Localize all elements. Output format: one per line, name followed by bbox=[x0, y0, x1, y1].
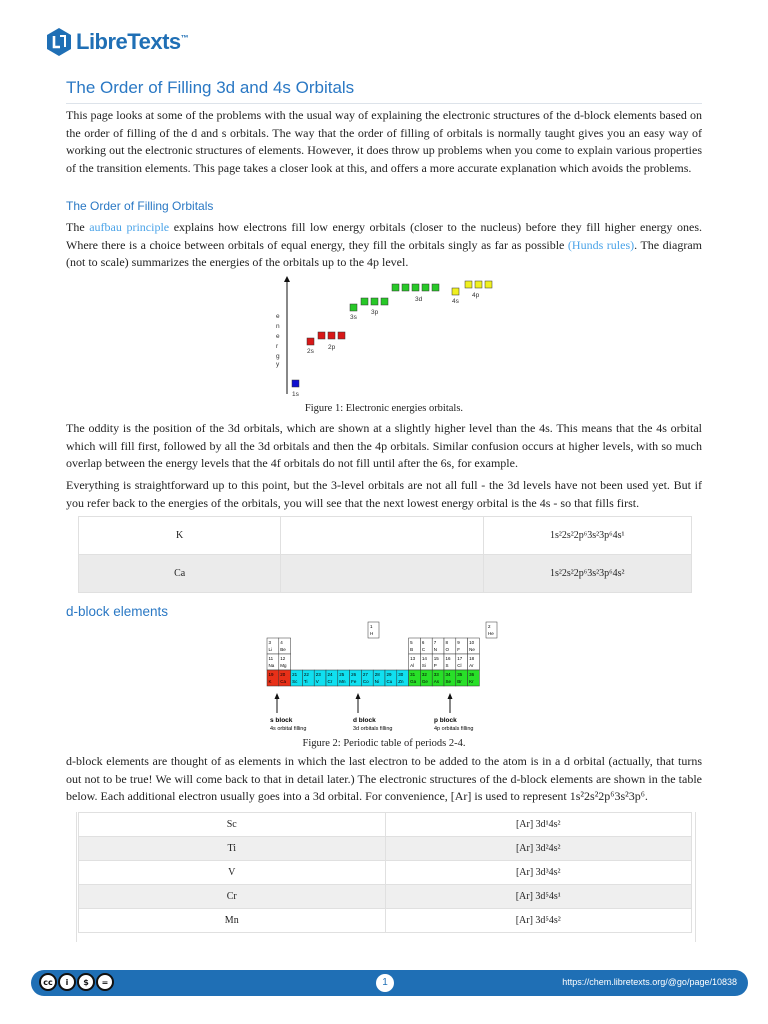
config-cell: 1s²2s²2p⁶3s²3p⁶4s² bbox=[483, 555, 691, 593]
element-symbol: Be bbox=[280, 647, 286, 652]
element-symbol: Sc bbox=[292, 679, 298, 684]
element-number: 15 bbox=[433, 656, 439, 661]
table-row bbox=[79, 517, 692, 555]
element-symbol: Ga bbox=[410, 679, 417, 684]
orbital-3d bbox=[422, 284, 429, 291]
element-number: 26 bbox=[351, 672, 357, 677]
config-cell: [Ar] 3d²4s² bbox=[385, 837, 692, 861]
element-cell: Sc bbox=[79, 813, 386, 837]
orbital-label-4s: 4s bbox=[452, 298, 459, 305]
element-number: 14 bbox=[421, 656, 427, 661]
site-logo[interactable] bbox=[46, 27, 188, 57]
orbital-3p bbox=[361, 298, 368, 305]
p-block-title: p block bbox=[434, 717, 457, 724]
orbital-label-3s: 3s bbox=[350, 314, 357, 321]
element-symbol: Mg bbox=[280, 663, 287, 668]
axis-letter: g bbox=[276, 353, 280, 360]
element-number: 22 bbox=[303, 672, 309, 677]
element-number: 4 bbox=[280, 640, 283, 645]
element-symbol: Li bbox=[268, 647, 273, 652]
orbital-energy-diagram bbox=[270, 276, 500, 400]
element-number: 6 bbox=[421, 640, 425, 645]
element-number: 24 bbox=[327, 672, 333, 677]
orbital-2p bbox=[338, 332, 345, 339]
libretexts-logo-icon bbox=[46, 27, 72, 57]
empty-cell bbox=[281, 555, 483, 593]
config-cell: [Ar] 3d⁵4s² bbox=[385, 909, 692, 933]
p-block-arrow-icon bbox=[448, 693, 453, 699]
orbital-label-1s: 1s bbox=[292, 391, 299, 398]
straightforward-paragraph: Everything is straightforward up to this point, but the 3-level orbitals are not all full - the 3d levels have not been used yet. But if you refer back to the energies of the orbitals, you will see that the next lowest energy orbital is the 4s - so that fills first. bbox=[66, 478, 702, 510]
orbital-3d bbox=[402, 284, 409, 291]
element-symbol: H bbox=[370, 631, 374, 636]
element-number: 28 bbox=[374, 672, 380, 677]
p-block-subtitle: 4p orbitals filling bbox=[434, 726, 474, 732]
element-number: 10 bbox=[469, 640, 475, 645]
element-number: 19 bbox=[268, 672, 274, 677]
element-number: 13 bbox=[410, 656, 416, 661]
orbital-4p bbox=[475, 281, 482, 288]
element-symbol: Ar bbox=[469, 663, 474, 668]
d-block-arrow-icon bbox=[356, 693, 361, 699]
element-cell: Mn bbox=[79, 909, 386, 933]
element-number: 36 bbox=[469, 672, 475, 677]
table-row bbox=[79, 555, 692, 593]
element-cell: K bbox=[79, 517, 281, 555]
page-url-link[interactable]: https://chem.libretexts.org/@go/page/10838 bbox=[562, 977, 737, 987]
element-number: 35 bbox=[457, 672, 463, 677]
element-number: 8 bbox=[445, 640, 449, 645]
orbital-3d bbox=[412, 284, 419, 291]
element-symbol: Cr bbox=[327, 679, 333, 684]
section-heading-order-of-filling: The Order of Filling Orbitals bbox=[66, 199, 214, 213]
orbital-3p bbox=[381, 298, 388, 305]
element-symbol: Si bbox=[421, 663, 426, 668]
element-symbol: K bbox=[268, 679, 272, 684]
element-number: 23 bbox=[315, 672, 321, 677]
orbital-4p bbox=[465, 281, 472, 288]
element-number: 17 bbox=[457, 656, 463, 661]
d-block-title: d block bbox=[353, 717, 376, 724]
element-symbol: B bbox=[410, 647, 414, 652]
by-attribution-icon: i bbox=[58, 973, 76, 991]
element-number: 21 bbox=[292, 672, 298, 677]
element-symbol: Fe bbox=[351, 679, 357, 684]
element-symbol: Ne bbox=[469, 647, 475, 652]
figure2-caption: Figure 2: Periodic table of periods 2-4. bbox=[302, 738, 466, 749]
element-symbol: S bbox=[445, 663, 449, 668]
orbital-3d bbox=[432, 284, 439, 291]
orbital-3s bbox=[350, 304, 357, 311]
element-number: 1 bbox=[370, 624, 373, 629]
element-symbol: Ge bbox=[421, 679, 428, 684]
axis-letter: y bbox=[276, 361, 280, 368]
cc-icon: cc bbox=[39, 973, 57, 991]
element-symbol: Kr bbox=[469, 679, 474, 684]
element-symbol: Mn bbox=[339, 679, 346, 684]
cc-license-badge[interactable] bbox=[39, 973, 114, 991]
element-symbol: He bbox=[488, 631, 494, 636]
table-row bbox=[79, 909, 692, 933]
config-cell: 1s²2s²2p⁶3s²3p⁶4s¹ bbox=[483, 517, 691, 555]
figure1-caption: Figure 1: Electronic energies orbitals. bbox=[304, 403, 464, 414]
hunds-rules-link[interactable]: (Hunds rules) bbox=[567, 237, 635, 252]
element-number: 25 bbox=[339, 672, 345, 677]
element-symbol: Co bbox=[362, 679, 369, 684]
element-symbol: Ti bbox=[303, 679, 308, 684]
element-number: 30 bbox=[398, 672, 404, 677]
element-symbol: F bbox=[457, 647, 461, 652]
orbital-label-3d: 3d bbox=[415, 296, 423, 303]
element-symbol: Al bbox=[410, 663, 415, 668]
element-symbol: P bbox=[433, 663, 437, 668]
element-number: 31 bbox=[410, 672, 416, 677]
s-block-title: s block bbox=[270, 717, 293, 724]
oddity-paragraph: The oddity is the position of the 3d orbitals, which are shown at a slightly higher level than the 4s. This means that the 4s orbital which will fill first, followed by all the 3d orbitals and then the 4p orbitals. Similar confusion occurs at higher levels, with so much overlap between the energy levels that the 4f orbitals do not fill until after the 6s, for example. bbox=[66, 421, 702, 470]
axis-letter: e bbox=[276, 333, 280, 340]
element-number: 34 bbox=[445, 672, 451, 677]
axis-letter: r bbox=[276, 343, 279, 350]
k-ca-config-table bbox=[78, 516, 692, 593]
config-cell: [Ar] 3d³4s² bbox=[385, 861, 692, 885]
element-number: 11 bbox=[268, 656, 274, 661]
element-symbol: N bbox=[433, 647, 437, 652]
orbital-2p bbox=[328, 332, 335, 339]
empty-cell bbox=[281, 517, 483, 555]
orbital-1s bbox=[292, 380, 299, 387]
element-cell: Cr bbox=[79, 885, 386, 909]
element-number: 3 bbox=[268, 640, 272, 645]
element-cell: Ti bbox=[79, 837, 386, 861]
element-number: 20 bbox=[280, 672, 286, 677]
orbital-4s bbox=[452, 288, 459, 295]
element-symbol: Zn bbox=[398, 679, 404, 684]
element-cell: V bbox=[79, 861, 386, 885]
noncommercial-icon: $ bbox=[77, 973, 95, 991]
orbital-3p bbox=[371, 298, 378, 305]
element-number: 33 bbox=[433, 672, 439, 677]
periodic-table-diagram bbox=[260, 618, 510, 736]
element-number: 18 bbox=[469, 656, 475, 661]
aufbau-paragraph: The aufbau principle explains how electrons fill low energy orbitals (closer to the nucleus) before they fill higher energy ones. Where there is a choice between orbitals of equal energy, they fill the orbitals singly as far as possible (Hunds rules). The diagram (not to scale) summarizes the energies of the orbitals up to the 4p level. bbox=[66, 220, 702, 269]
page-title: The Order of Filling 3d and 4s Orbitals bbox=[66, 78, 702, 104]
element-symbol: Br bbox=[457, 679, 462, 684]
intro-paragraph: This page looks at some of the problems with the usual way of explaining the electronic structures of the d-block elements based on the order of filling of the d and s orbitals. The way that the order of filling of orbitals is normally taught gives you an easy way of working out the electronic structures of elements. However, it does throw up problems when you come to explain various properties of the transition elements. This page takes a closer look at this, and offers a more accurate explanation which avoids the problems. bbox=[66, 108, 702, 175]
element-symbol: O bbox=[445, 647, 450, 652]
element-symbol: Cl bbox=[457, 663, 462, 668]
element-symbol: Cu bbox=[386, 679, 393, 684]
orbital-3d bbox=[392, 284, 399, 291]
footer-bar bbox=[31, 970, 748, 996]
section-heading-d-block: d-block elements bbox=[66, 604, 169, 619]
element-symbol: As bbox=[433, 679, 439, 684]
energy-axis-arrow-icon bbox=[284, 276, 290, 282]
config-cell: [Ar] 3d¹4s² bbox=[385, 813, 692, 837]
element-symbol: C bbox=[421, 647, 426, 652]
orbital-2p bbox=[318, 332, 325, 339]
element-symbol: Se bbox=[445, 679, 452, 684]
element-number: 5 bbox=[410, 640, 413, 645]
table-row bbox=[79, 837, 692, 861]
orbital-2s bbox=[307, 338, 314, 345]
d-block-subtitle: 3d orbitals filling bbox=[353, 726, 393, 732]
element-number: 16 bbox=[445, 656, 451, 661]
s-block-arrow-icon bbox=[275, 693, 280, 699]
s-block-subtitle: 4s orbital filling bbox=[270, 726, 307, 732]
element-number: 2 bbox=[488, 624, 491, 629]
element-cell: Ca bbox=[79, 555, 281, 593]
element-number: 27 bbox=[362, 672, 368, 677]
element-number: 7 bbox=[433, 640, 437, 645]
axis-letter: e bbox=[276, 313, 280, 320]
table-row bbox=[79, 885, 692, 909]
noderivs-icon: = bbox=[96, 973, 114, 991]
element-number: 12 bbox=[280, 656, 286, 661]
element-number: 32 bbox=[421, 672, 427, 677]
element-symbol: V bbox=[315, 679, 319, 684]
orbital-label-3p: 3p bbox=[371, 309, 379, 316]
config-cell: [Ar] 3d⁵4s¹ bbox=[385, 885, 692, 909]
orbital-label-4p: 4p bbox=[472, 292, 480, 299]
orbital-4p bbox=[485, 281, 492, 288]
axis-letter: n bbox=[276, 323, 280, 330]
page-number: 1 bbox=[376, 974, 394, 992]
aufbau-principle-link[interactable]: aufbau principle bbox=[89, 220, 170, 234]
orbital-label-2s: 2s bbox=[307, 348, 314, 355]
logo-text: LibreTexts™ bbox=[76, 29, 189, 54]
table-row bbox=[79, 861, 692, 885]
table-row bbox=[79, 813, 692, 837]
d-block-config-table bbox=[78, 812, 692, 933]
element-symbol: Ca bbox=[280, 679, 287, 684]
element-symbol: Ni bbox=[374, 679, 379, 684]
element-number: 9 bbox=[457, 640, 460, 645]
element-symbol: Na bbox=[268, 663, 275, 668]
element-number: 29 bbox=[386, 672, 392, 677]
d-block-paragraph: d-block elements are thought of as elements in which the last electron to be added to the atom is in a d orbital (actually, that turns out not to be true! We will come back to that in detail later.) The electronic structures of the d-block elements are shown in the table below. Each additional electron usually goes into a 3d orbital. For convenience, [Ar] is used to represent 1s²2s²2p⁶3s²3p⁶. bbox=[66, 754, 702, 803]
orbital-label-2p: 2p bbox=[328, 344, 336, 351]
